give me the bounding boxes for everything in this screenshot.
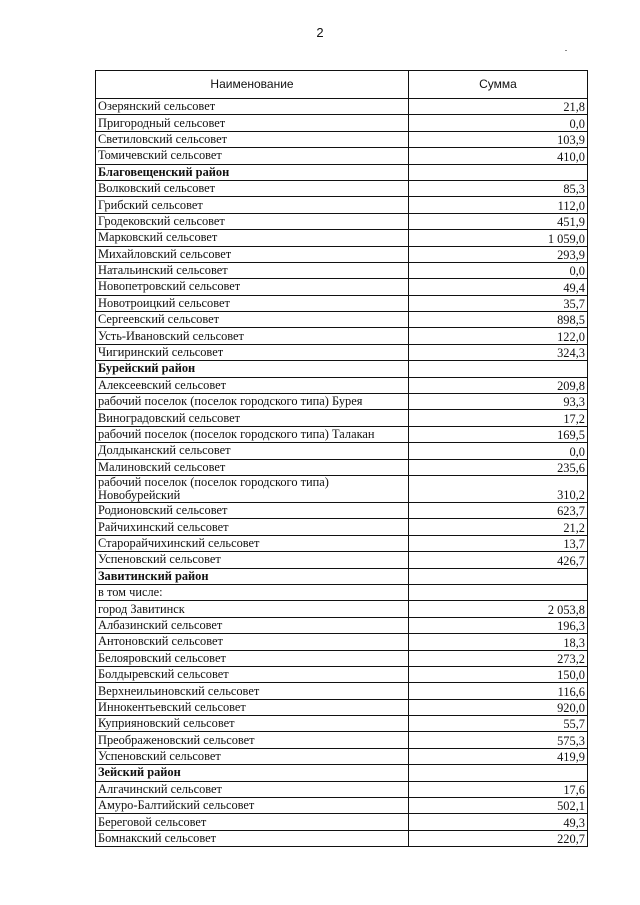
header-row <box>96 71 588 99</box>
municipality-name: Бомнакский сельсовет <box>96 830 409 846</box>
municipality-name: Алгачинский сельсовет <box>96 781 409 797</box>
municipality-name: Гродековский сельсовет <box>96 213 409 229</box>
table-row <box>96 781 588 797</box>
amount-cell <box>409 584 588 600</box>
amount-cell: 112,0 <box>409 197 588 213</box>
header-amount: Сумма <box>409 71 588 99</box>
table-header <box>96 71 588 99</box>
district-row <box>96 765 588 781</box>
table-row <box>96 115 588 131</box>
scan-speck <box>565 50 567 51</box>
table-row <box>96 552 588 568</box>
municipality-name: Албазинский сельсовет <box>96 617 409 633</box>
header-name: Наименование <box>96 71 409 99</box>
amount-cell: 0,0 <box>409 262 588 278</box>
amount-cell: 103,9 <box>409 131 588 147</box>
table-row <box>96 344 588 360</box>
table-row <box>96 148 588 164</box>
table-row <box>96 617 588 633</box>
municipality-name: Амуро-Балтийский сельсовет <box>96 798 409 814</box>
amount-cell: 502,1 <box>409 798 588 814</box>
table-row <box>96 328 588 344</box>
table-row <box>96 246 588 262</box>
amount-cell: 293,9 <box>409 246 588 262</box>
table-row <box>96 394 588 410</box>
amount-cell: 17,6 <box>409 781 588 797</box>
municipality-name: рабочий поселок (поселок городского типа) Талакан <box>96 426 409 442</box>
table-row <box>96 798 588 814</box>
municipality-name: Антоновский сельсовет <box>96 634 409 650</box>
amount-cell: 0,0 <box>409 443 588 459</box>
amount-cell: 17,2 <box>409 410 588 426</box>
table-row <box>96 230 588 246</box>
amount-cell: 451,9 <box>409 213 588 229</box>
table-row <box>96 180 588 196</box>
municipality-name: Куприяновский сельсовет <box>96 716 409 732</box>
table-body <box>96 99 588 847</box>
amount-cell: 220,7 <box>409 830 588 846</box>
municipality-name: город Завитинск <box>96 601 409 617</box>
table-row <box>96 601 588 617</box>
table-row <box>96 650 588 666</box>
amount-cell <box>409 164 588 180</box>
amount-cell <box>409 361 588 377</box>
municipality-name: Преображеновский сельсовет <box>96 732 409 748</box>
amount-cell: 0,0 <box>409 115 588 131</box>
municipality-name: Малиновский сельсовет <box>96 459 409 475</box>
municipality-name: Пригородный сельсовет <box>96 115 409 131</box>
table-row <box>96 99 588 115</box>
amount-cell: 419,9 <box>409 748 588 764</box>
table-row <box>96 699 588 715</box>
municipality-name: Волковский сельсовет <box>96 180 409 196</box>
municipality-name: Верхнеильиновский сельсовет <box>96 683 409 699</box>
table-row <box>96 666 588 682</box>
table-row <box>96 443 588 459</box>
municipality-name: Марковский сельсовет <box>96 230 409 246</box>
amount-cell: 209,8 <box>409 377 588 393</box>
amount-cell: 2 053,8 <box>409 601 588 617</box>
table-row <box>96 131 588 147</box>
municipality-name: Озерянский сельсовет <box>96 99 409 115</box>
amount-cell: 35,7 <box>409 295 588 311</box>
amount-cell: 310,2 <box>409 475 588 502</box>
district-row <box>96 568 588 584</box>
municipality-name: Томичевский сельсовет <box>96 148 409 164</box>
amount-cell: 93,3 <box>409 394 588 410</box>
district-name: Зейский район <box>96 765 409 781</box>
municipality-name: Усть-Ивановский сельсовет <box>96 328 409 344</box>
table-row <box>96 279 588 295</box>
municipality-name: Сергеевский сельсовет <box>96 312 409 328</box>
table-row <box>96 262 588 278</box>
amount-cell: 426,7 <box>409 552 588 568</box>
table-row <box>96 503 588 519</box>
amount-cell: 13,7 <box>409 535 588 551</box>
municipality-name: Чигиринский сельсовет <box>96 344 409 360</box>
district-row <box>96 361 588 377</box>
municipality-name: Белояровский сельсовет <box>96 650 409 666</box>
municipality-name: рабочий поселок (поселок городского типа) Бурея <box>96 394 409 410</box>
amount-cell: 1 059,0 <box>409 230 588 246</box>
municipality-name: Райчихинский сельсовет <box>96 519 409 535</box>
amount-cell: 49,4 <box>409 279 588 295</box>
municipality-name: Грибский сельсовет <box>96 197 409 213</box>
district-name: Завитинский район <box>96 568 409 584</box>
table-row <box>96 312 588 328</box>
table-row <box>96 459 588 475</box>
amount-cell: 49,3 <box>409 814 588 830</box>
amount-cell: 85,3 <box>409 180 588 196</box>
amount-cell: 116,6 <box>409 683 588 699</box>
page-number: 2 <box>316 25 324 40</box>
district-name: Бурейский район <box>96 361 409 377</box>
amount-cell: 623,7 <box>409 503 588 519</box>
amount-cell: 235,6 <box>409 459 588 475</box>
table-row <box>96 814 588 830</box>
municipality-name: Натальинский сельсовет <box>96 262 409 278</box>
municipality-name: Родионовский сельсовет <box>96 503 409 519</box>
amount-cell: 169,5 <box>409 426 588 442</box>
amount-cell: 55,7 <box>409 716 588 732</box>
table-row <box>96 683 588 699</box>
municipality-name: Михайловский сельсовет <box>96 246 409 262</box>
table-row <box>96 475 588 502</box>
municipality-name: Светиловский сельсовет <box>96 131 409 147</box>
table-row <box>96 213 588 229</box>
table-row <box>96 535 588 551</box>
municipality-name: Успеновский сельсовет <box>96 552 409 568</box>
amount-cell: 324,3 <box>409 344 588 360</box>
amount-cell <box>409 568 588 584</box>
amount-cell: 18,3 <box>409 634 588 650</box>
amount-cell: 196,3 <box>409 617 588 633</box>
amount-cell: 898,5 <box>409 312 588 328</box>
amount-cell: 273,2 <box>409 650 588 666</box>
municipality-name: Новотроицкий сельсовет <box>96 295 409 311</box>
amounts-table <box>95 70 588 847</box>
amount-cell <box>409 765 588 781</box>
table-row <box>96 377 588 393</box>
district-row <box>96 164 588 180</box>
amount-cell: 920,0 <box>409 699 588 715</box>
table-row <box>96 584 588 600</box>
table-row <box>96 732 588 748</box>
table-row <box>96 295 588 311</box>
table-row <box>96 410 588 426</box>
amount-cell: 21,2 <box>409 519 588 535</box>
municipality-name: рабочий поселок (поселок городского типа) Новобурейский <box>96 475 409 502</box>
municipality-name: Новопетровский сельсовет <box>96 279 409 295</box>
amount-cell: 575,3 <box>409 732 588 748</box>
table-row <box>96 748 588 764</box>
table-row <box>96 426 588 442</box>
municipality-name: Алексеевский сельсовет <box>96 377 409 393</box>
table-row <box>96 830 588 846</box>
municipality-name: Виноградовский сельсовет <box>96 410 409 426</box>
municipality-name: Иннокентьевский сельсовет <box>96 699 409 715</box>
table-row <box>96 716 588 732</box>
table-row <box>96 634 588 650</box>
municipality-name: в том числе: <box>96 584 409 600</box>
district-name: Благовещенский район <box>96 164 409 180</box>
amount-cell: 21,8 <box>409 99 588 115</box>
municipality-name: Старорайчихинский сельсовет <box>96 535 409 551</box>
table-row <box>96 197 588 213</box>
amount-cell: 150,0 <box>409 666 588 682</box>
table-row <box>96 519 588 535</box>
municipality-name: Болдыревский сельсовет <box>96 666 409 682</box>
municipality-name: Береговой сельсовет <box>96 814 409 830</box>
amount-cell: 410,0 <box>409 148 588 164</box>
municipality-name: Долдыканский сельсовет <box>96 443 409 459</box>
amount-cell: 122,0 <box>409 328 588 344</box>
municipality-name: Успеновский сельсовет <box>96 748 409 764</box>
